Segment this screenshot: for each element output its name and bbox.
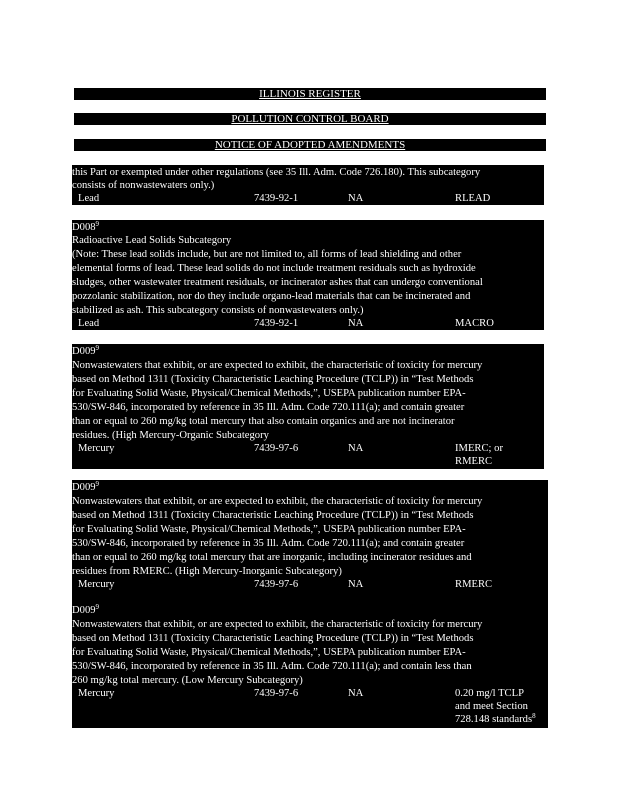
waste-code <box>72 604 99 617</box>
text-line: for Evaluating Solid Waste, Physical/Chemical Methods,”, USEPA publication number EPA- <box>72 388 466 399</box>
text-line: 530/SW-846, incorporated by reference in 35 Ill. Adm. Code 720.111(a); and contain greater <box>72 538 465 549</box>
wastewater-cell: NA <box>348 443 364 454</box>
text-line: based on Method 1311 (Toxicity Characteristic Leaching Procedure (TCLP)) in “Test Methods <box>72 633 474 644</box>
cas-number-cell: 7439-97-6 <box>254 443 299 454</box>
cas-number-cell: 7439-97-6 <box>254 579 299 590</box>
standard-cell: MACRO <box>455 318 494 329</box>
text-line: than or equal to 260 mg/kg total mercury that are inorganic, including incinerator residues and <box>72 552 472 563</box>
standard-line: RMERC <box>455 456 493 467</box>
footnote-marker: 9 <box>95 603 100 611</box>
text-line: Nonwastewaters that exhibit, or are expected to exhibit, the characteristic of toxicity for mercury <box>72 496 483 507</box>
waste-code-text: D009 <box>72 346 96 357</box>
text-line: residues. (High Mercury-Organic Subcategory <box>72 430 269 441</box>
board-title-text: POLLUTION CONTROL BOARD <box>231 113 389 125</box>
waste-code-text: D008 <box>72 222 96 233</box>
d009-high-mercury-organic-block <box>72 344 544 469</box>
text-line: based on Method 1311 (Toxicity Characteristic Leaching Procedure (TCLP)) in “Test Methods <box>72 510 474 521</box>
d009-high-mercury-inorganic-block <box>72 480 548 728</box>
waste-code <box>72 481 99 494</box>
waste-code <box>72 345 99 358</box>
text-line: pozzolanic stabilization, nor do they include organo-lead materials that can be incinerated and <box>72 291 471 302</box>
d008-radioactive-lead-block <box>72 220 544 330</box>
standard-line: IMERC; or <box>455 443 503 454</box>
text-line: Nonwastewaters that exhibit, or are expected to exhibit, the characteristic of toxicity for mercury <box>72 619 483 630</box>
notice-title <box>74 139 546 151</box>
waste-code <box>72 221 99 234</box>
standard-cell: RLEAD <box>455 193 491 204</box>
text-line: (Note: These lead solids include, but are not limited to, all forms of lead shielding and other <box>72 249 462 260</box>
notice-title-text: NOTICE OF ADOPTED AMENDMENTS <box>214 139 406 151</box>
wastewater-cell: NA <box>348 688 364 699</box>
footnote-marker: 9 <box>95 480 100 488</box>
waste-code-text: D009 <box>72 482 96 493</box>
lead-continuation-block <box>72 165 544 205</box>
wastewater-cell: NA <box>348 318 364 329</box>
constituent-cell: Mercury <box>78 443 115 454</box>
constituent-cell: Mercury <box>78 579 115 590</box>
text-line: for Evaluating Solid Waste, Physical/Chemical Methods,”, USEPA publication number EPA- <box>72 524 466 535</box>
footnote-marker: 9 <box>95 220 100 228</box>
footnote-marker: 9 <box>95 344 100 352</box>
standard-cell <box>455 442 503 468</box>
waste-code-text: D009 <box>72 605 96 616</box>
constituent-cell: Lead <box>78 318 100 329</box>
text-line: 260 mg/kg total mercury. (Low Mercury Subcategory) <box>72 675 303 686</box>
standard-line-text: 728.148 standards <box>455 714 533 725</box>
text-line: this Part or exempted under other regulations (see 35 Ill. Adm. Code 726.180). This subcategory <box>72 167 481 178</box>
register-title <box>74 88 546 100</box>
text-line: 530/SW-846, incorporated by reference in 35 Ill. Adm. Code 720.111(a); and contain greater <box>72 402 465 413</box>
text-line: elemental forms of lead. These lead solids do not include treatment residuals such as hydroxide <box>72 263 476 274</box>
footnote-marker: 8 <box>532 712 536 720</box>
text-line: consists of nonwastewaters only.) <box>72 180 215 191</box>
text-line: stabilized as ash. This subcategory consists of nonwastewaters only.) <box>72 305 364 316</box>
wastewater-cell: NA <box>348 193 364 204</box>
register-title-text: ILLINOIS REGISTER <box>259 88 361 100</box>
standard-cell <box>455 687 536 726</box>
text-line: Nonwastewaters that exhibit, or are expected to exhibit, the characteristic of toxicity for mercury <box>72 360 483 371</box>
wastewater-cell: NA <box>348 579 364 590</box>
standard-line: and meet Section <box>455 701 528 712</box>
standard-cell: RMERC <box>455 579 493 590</box>
constituent-cell: Mercury <box>78 688 115 699</box>
text-line: Radioactive Lead Solids Subcategory <box>72 235 232 246</box>
board-title <box>74 113 546 125</box>
text-line: sludges, other wastewater treatment residuals, or incinerator ashes that can undergo conventional <box>72 277 483 288</box>
constituent-cell: Lead <box>78 193 100 204</box>
standard-line <box>455 713 536 726</box>
cas-number-cell: 7439-92-1 <box>254 318 299 329</box>
text-line: 530/SW-846, incorporated by reference in 35 Ill. Adm. Code 720.111(a); and contain less than <box>72 661 472 672</box>
text-line: based on Method 1311 (Toxicity Characteristic Leaching Procedure (TCLP)) in “Test Methods <box>72 374 474 385</box>
cas-number-cell: 7439-97-6 <box>254 688 299 699</box>
text-line: residues from RMERC. (High Mercury-Inorganic Subcategory) <box>72 566 342 577</box>
text-line: than or equal to 260 mg/kg total mercury that also contain organics and are not incinerator <box>72 416 455 427</box>
cas-number-cell: 7439-92-1 <box>254 193 299 204</box>
standard-line: 0.20 mg/l TCLP <box>455 688 524 699</box>
text-line: for Evaluating Solid Waste, Physical/Chemical Methods,”, USEPA publication number EPA- <box>72 647 466 658</box>
